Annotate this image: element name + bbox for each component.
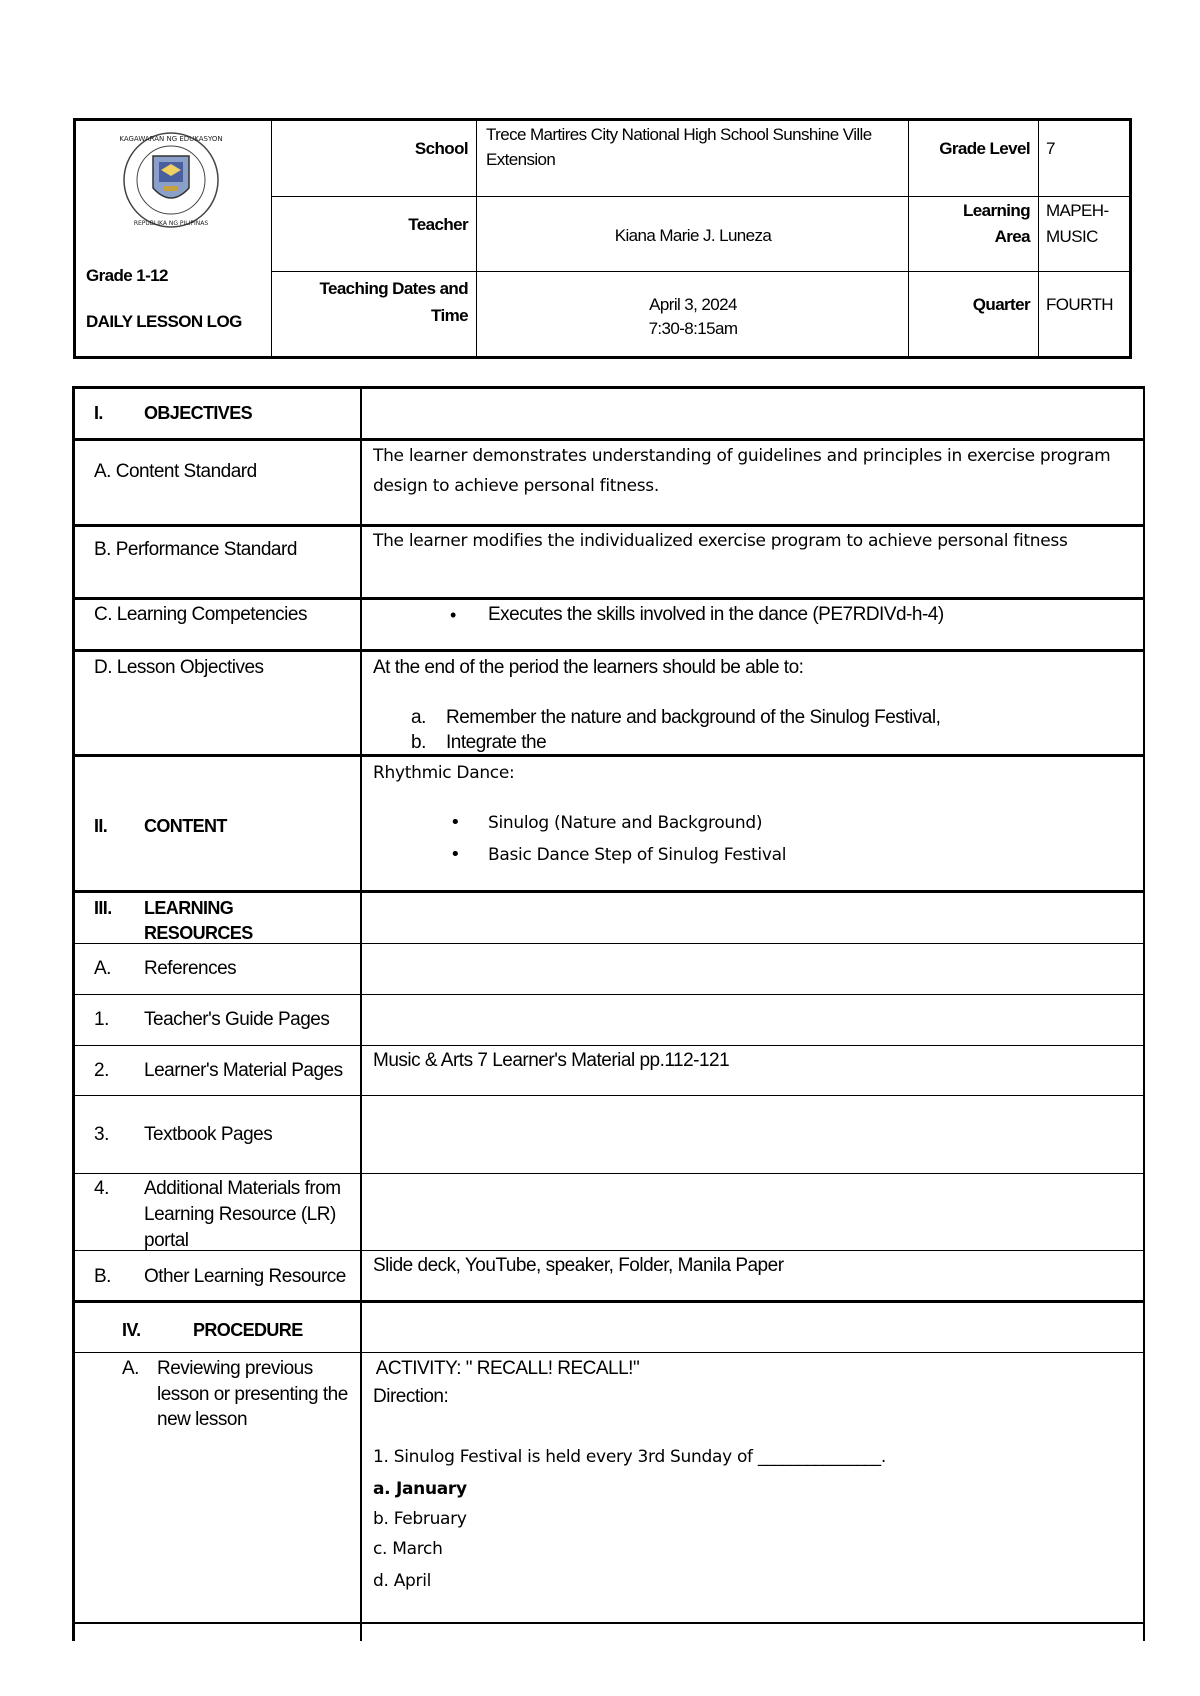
school-label: School [414, 139, 468, 158]
quarter-value: FOURTH [1046, 295, 1113, 314]
learning-area-value-2: MUSIC [1046, 227, 1098, 246]
activity-question: 1. Sinulog Festival is held every 3rd Sunday of _______________. [373, 1447, 886, 1467]
grade-level-label: Grade Level [939, 139, 1030, 158]
dates-value-1: April 3, 2024 [649, 295, 737, 314]
content-title: CONTENT [144, 816, 227, 836]
teacher-value: Kiana Marie J. Luneza [614, 226, 772, 245]
performance-standard-label: B. Performance Standard [94, 539, 297, 560]
lesson-objectives-label: D. Lesson Objectives [94, 657, 264, 678]
other-resource-value: Slide deck, YouTube, speaker, Folder, Manila Paper [373, 1255, 784, 1276]
grade-range: Grade 1-12 [86, 266, 168, 285]
choice-b: b. February [373, 1509, 467, 1529]
learning-area-label-1: Learning [963, 201, 1030, 220]
dates-label-2: Time [431, 306, 468, 325]
additional-materials-label-2: Learning Resource (LR) [144, 1204, 336, 1225]
content-standard-value: The learner demonstrates understanding of guidelines and principles in exercise program design to achieve personal fitness. [373, 446, 1111, 496]
objectives-num: I. [94, 403, 103, 423]
additional-materials-num: 4. [94, 1178, 109, 1199]
teachers-guide-num: 1. [94, 1009, 109, 1030]
choice-a: a. January [373, 1479, 467, 1499]
procedure-a-num: A. [122, 1358, 139, 1379]
objectives-title: OBJECTIVES [144, 403, 253, 423]
lesson-objective-text-a: Remember the nature and background of the Sinulog Festival, [446, 707, 941, 728]
resources-title-2: RESOURCES [144, 923, 253, 943]
other-resource-label: Other Learning Resource [144, 1266, 346, 1287]
procedure-num: IV. [122, 1320, 141, 1340]
content-standard-label: A. Content Standard [94, 461, 257, 482]
competencies-value: • Executes the skills involved in the dance (PE7RDIVd-h-4) [488, 602, 944, 628]
learning-area-label-2: Area [994, 227, 1030, 246]
references-num: A. [94, 958, 111, 979]
dates-label-1: Teaching Dates and [319, 279, 468, 298]
log-title: DAILY LESSON LOG [86, 312, 242, 331]
activity-direction: Direction: [373, 1386, 449, 1407]
choice-c: c. March [373, 1539, 443, 1559]
learners-material-label: Learner's Material Pages [144, 1060, 343, 1081]
procedure-a-label-3: new lesson [157, 1409, 248, 1430]
references-label: References [144, 958, 237, 979]
procedure-a-label-1: Reviewing previous [157, 1358, 313, 1379]
textbook-num: 3. [94, 1124, 109, 1145]
quarter-label: Quarter [972, 295, 1030, 314]
choice-d: d. April [373, 1571, 432, 1591]
procedure-title: PROCEDURE [193, 1320, 303, 1340]
lesson-objective-letter-b: b. [411, 732, 426, 753]
svg-text:KAGAWARAN NG EDUKASYON: KAGAWARAN NG EDUKASYON [119, 135, 223, 143]
resources-num: III. [94, 898, 112, 918]
procedure-a-label-2: lesson or presenting the [157, 1384, 348, 1405]
additional-materials-label-3: portal [144, 1230, 189, 1251]
competencies-label: C. Learning Competencies [94, 604, 307, 625]
learners-material-value: Music & Arts 7 Learner's Material pp.112-121 [373, 1050, 730, 1071]
teachers-guide-label: Teacher's Guide Pages [144, 1009, 330, 1030]
lesson-objective-letter-a: a. [411, 707, 426, 728]
activity-title: ACTIVITY: " RECALL! RECALL!" [372, 1358, 640, 1379]
learners-material-num: 2. [94, 1060, 109, 1081]
teacher-label: Teacher [408, 215, 468, 234]
deped-seal-logo [116, 130, 226, 230]
lesson-objectives-intro: At the end of the period the learners should be able to: [373, 657, 804, 678]
grade-level-value: 7 [1046, 139, 1055, 158]
learning-area-value-1: MAPEH- [1046, 201, 1109, 220]
lesson-objective-text-b: Integrate the [446, 732, 547, 753]
content-heading: Rhythmic Dance: [373, 763, 515, 783]
textbook-label: Textbook Pages [144, 1124, 273, 1145]
other-resource-num: B. [94, 1266, 111, 1287]
additional-materials-label-1: Additional Materials from [144, 1178, 341, 1199]
resources-title-1: LEARNING [144, 898, 234, 918]
svg-text:REPUBLIKA NG PILIPINAS: REPUBLIKA NG PILIPINAS [133, 220, 209, 227]
performance-standard-value: The learner modifies the individualized exercise program to achieve personal fitness [373, 531, 1068, 551]
content-num: II. [94, 816, 108, 836]
content-item-1: • Sinulog (Nature and Background) [488, 808, 762, 838]
content-item-2: • Basic Dance Step of Sinulog Festival [488, 840, 786, 870]
school-value: Trece Martires City National High School Sunshine Ville Extension [486, 125, 872, 169]
dates-value-2: 7:30-8:15am [648, 319, 738, 338]
